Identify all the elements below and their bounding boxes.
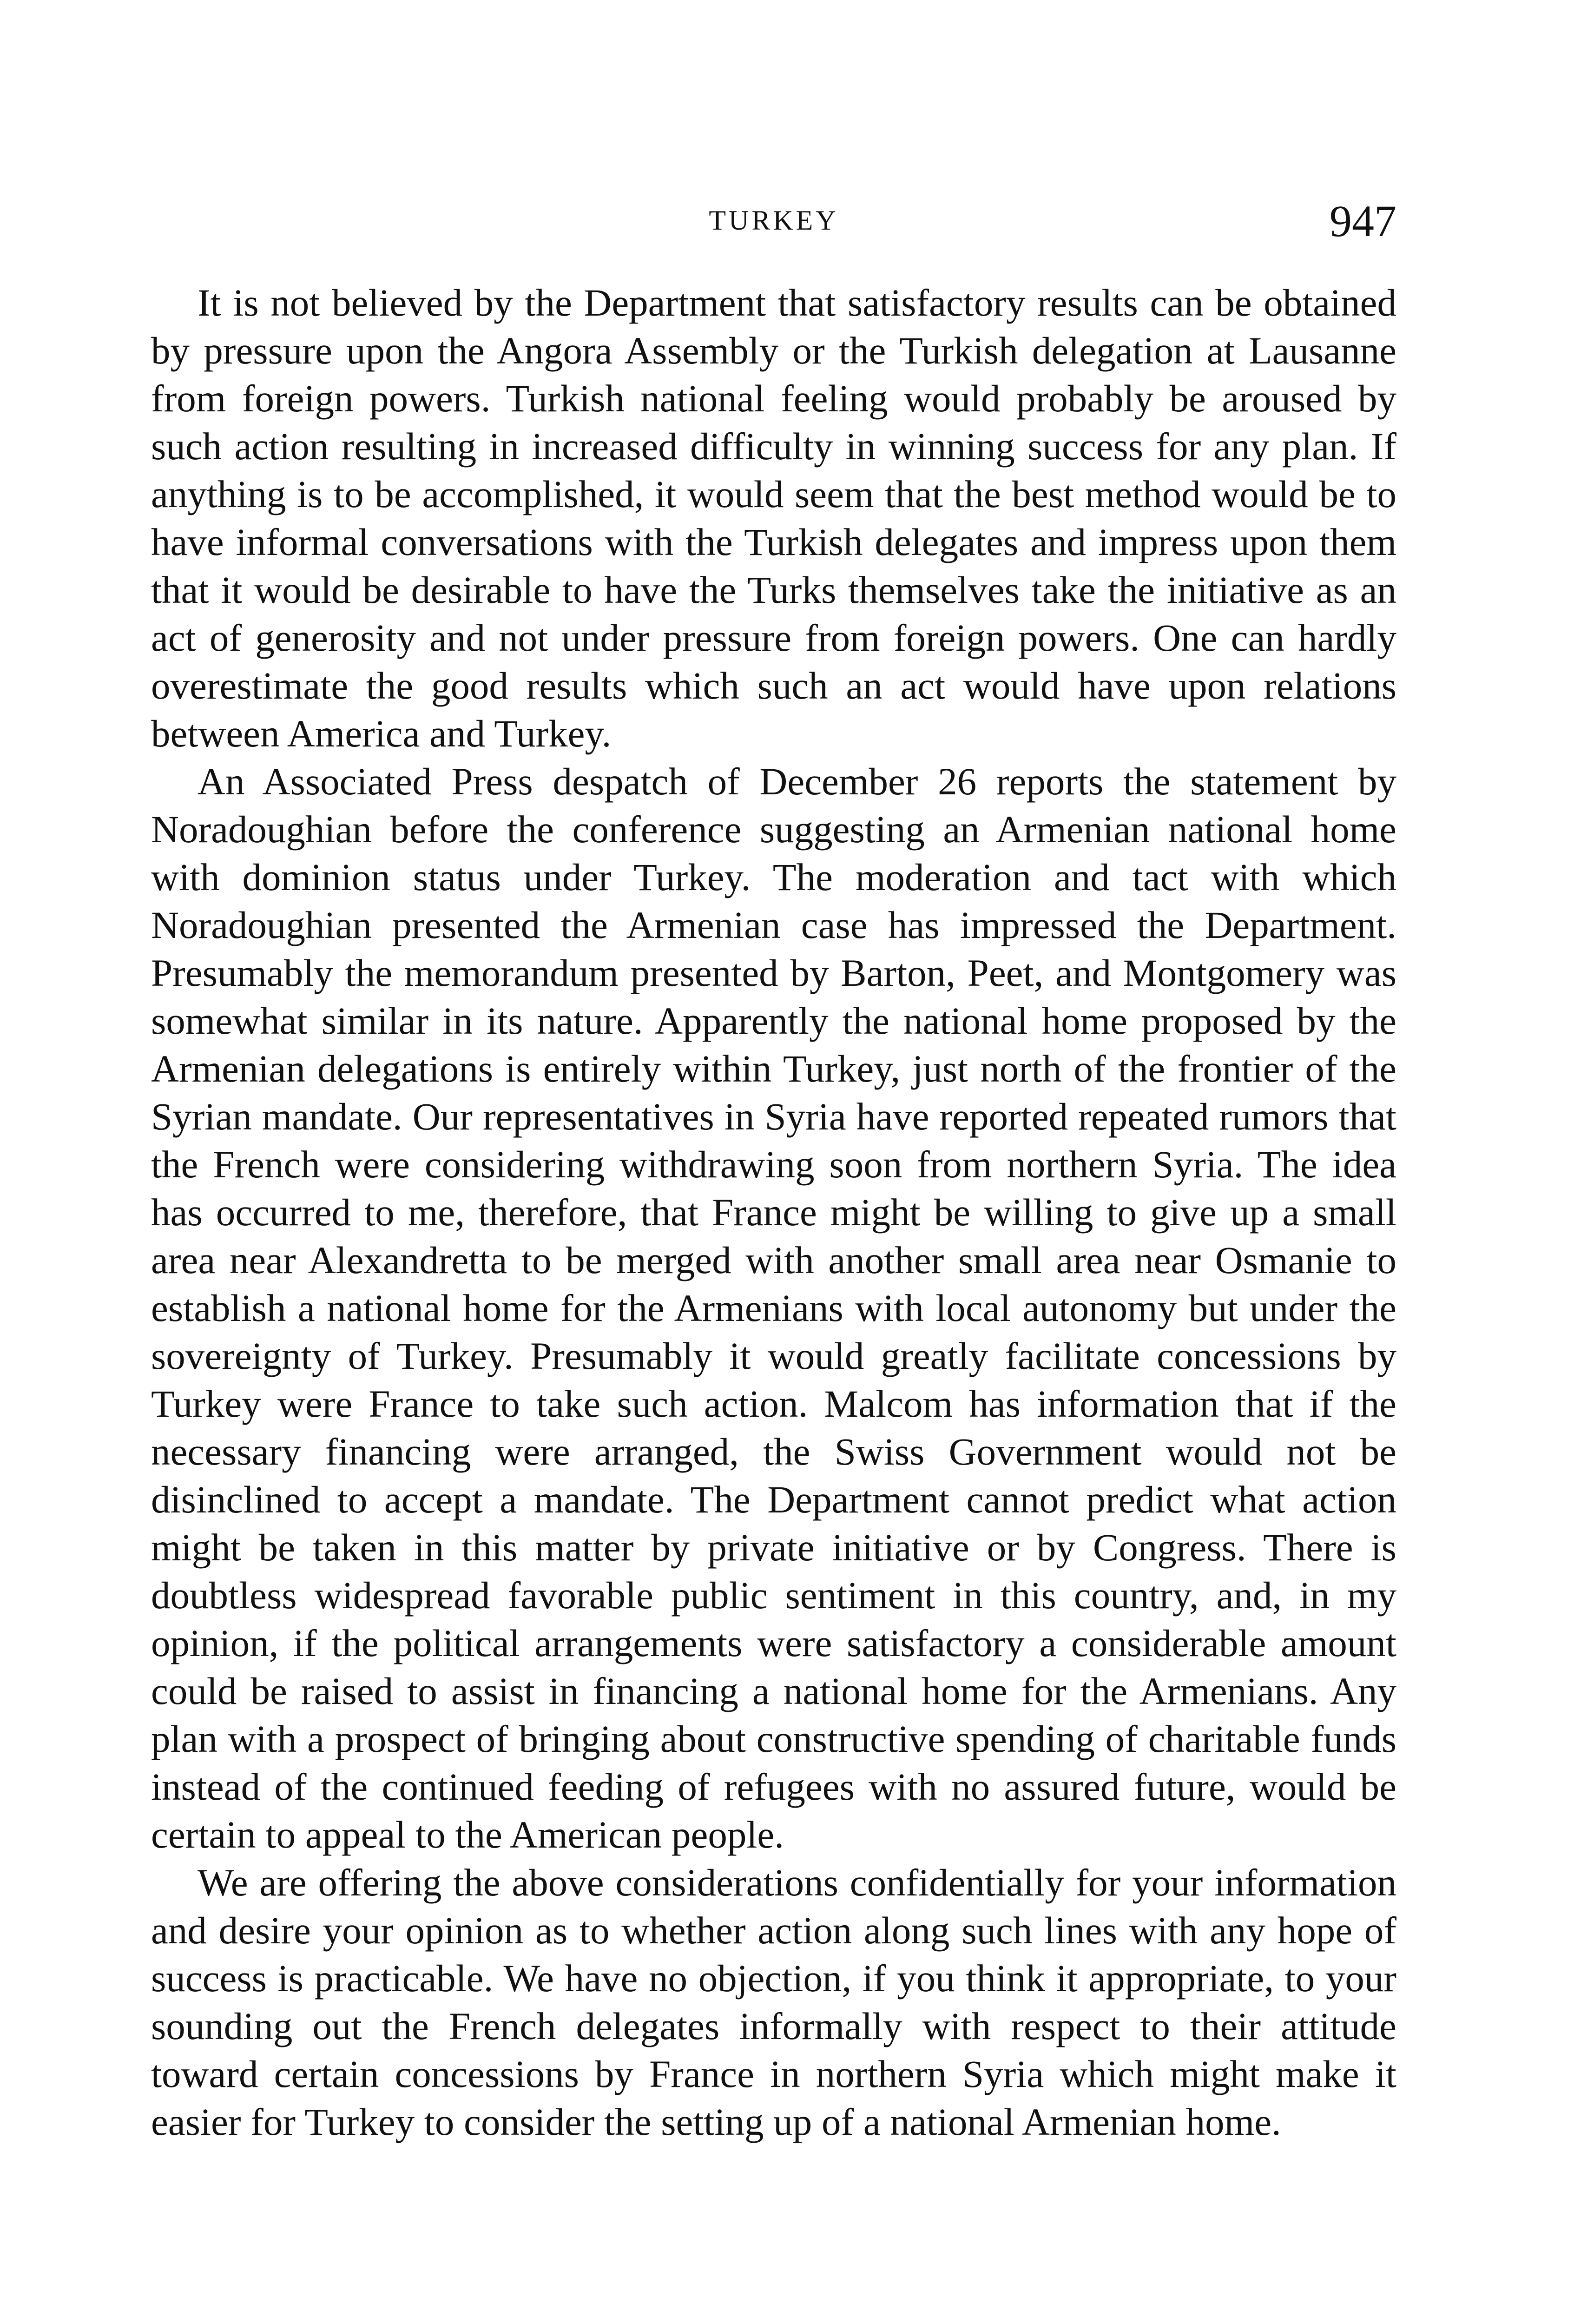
paragraph-2: An Associated Press despatch of December 26 reports the statement by Noradoughian before the conference suggesting an Armenian national home with dominion status under Turkey. The moderation and tact with which Noradoughian presented the Armenian case has impressed the Department. Presumably the memorandum presented by Barton, Peet, and Montgomery was somewhat similar in its nature. Apparently the national home proposed by the Armenian delegations is entirely within Turkey, just north of the frontier of the Syrian mandate. Our representatives in Syria have reported repeated rumors that the French were considering withdrawing soon from northern Syria. The idea has occurred to me, therefore, that France might be willing to give up a small area near Alexandretta to be merged with another small area near Osmanie to establish a national home for the Armenians with local autonomy but under the sovereignty of Turkey. Presumably it would greatly facilitate concessions by Turkey were France to take such action. Malcom has information that if the necessary financing were arranged, the Swiss Government would not be disinclined to accept a mandate. The Department cannot predict what action might be taken in this matter by private initiative or by Congress. There is doubtless widespread favorable public sentiment in this country, and, in my opinion, if the political arrangements were satisfactory a considerable amount could be raised to assist in financing a national home for the Armenians. Any plan with a prospect of bringing about constructive spending of charitable funds instead of the continued feeding of refugees with no assured future, would be certain to appeal to the American people.: [151, 760, 1396, 1856]
page-number: 947: [1330, 196, 1396, 246]
paragraph-3: We are offering the above considerations confidentially for your information and desire your opinion as to whether action along such lines with any hope of success is practicable. We have no objection, if you think it appropriate, to your sounding out the French delegates informally with respect to their attitude toward certain concessions by France in northern Syria which might make it easier for Turkey to consider the setting up of a national Armenian home.: [151, 1861, 1396, 2143]
running-title: TURKEY: [709, 205, 839, 236]
paragraph-1: It is not believed by the Department that satisfactory results can be obtained by pressure upon the Angora Assembly or the Turkish delegation at Lausanne from foreign powers. Turkish national feeling would probably be aroused by such action resulting in increased difficulty in winning success for any plan. If anything is to be accomplished, it would seem that the best method would be to have informal conversations with the Turkish delegates and impress upon them that it would be desirable to have the Turks themselves take the initiative as an act of generosity and not under pressure from foreign powers. One can hardly overestimate the good results which such an act would have upon relations between America and Turkey.: [151, 281, 1396, 755]
running-head: [151, 195, 1396, 260]
body-text: [151, 279, 1396, 2146]
